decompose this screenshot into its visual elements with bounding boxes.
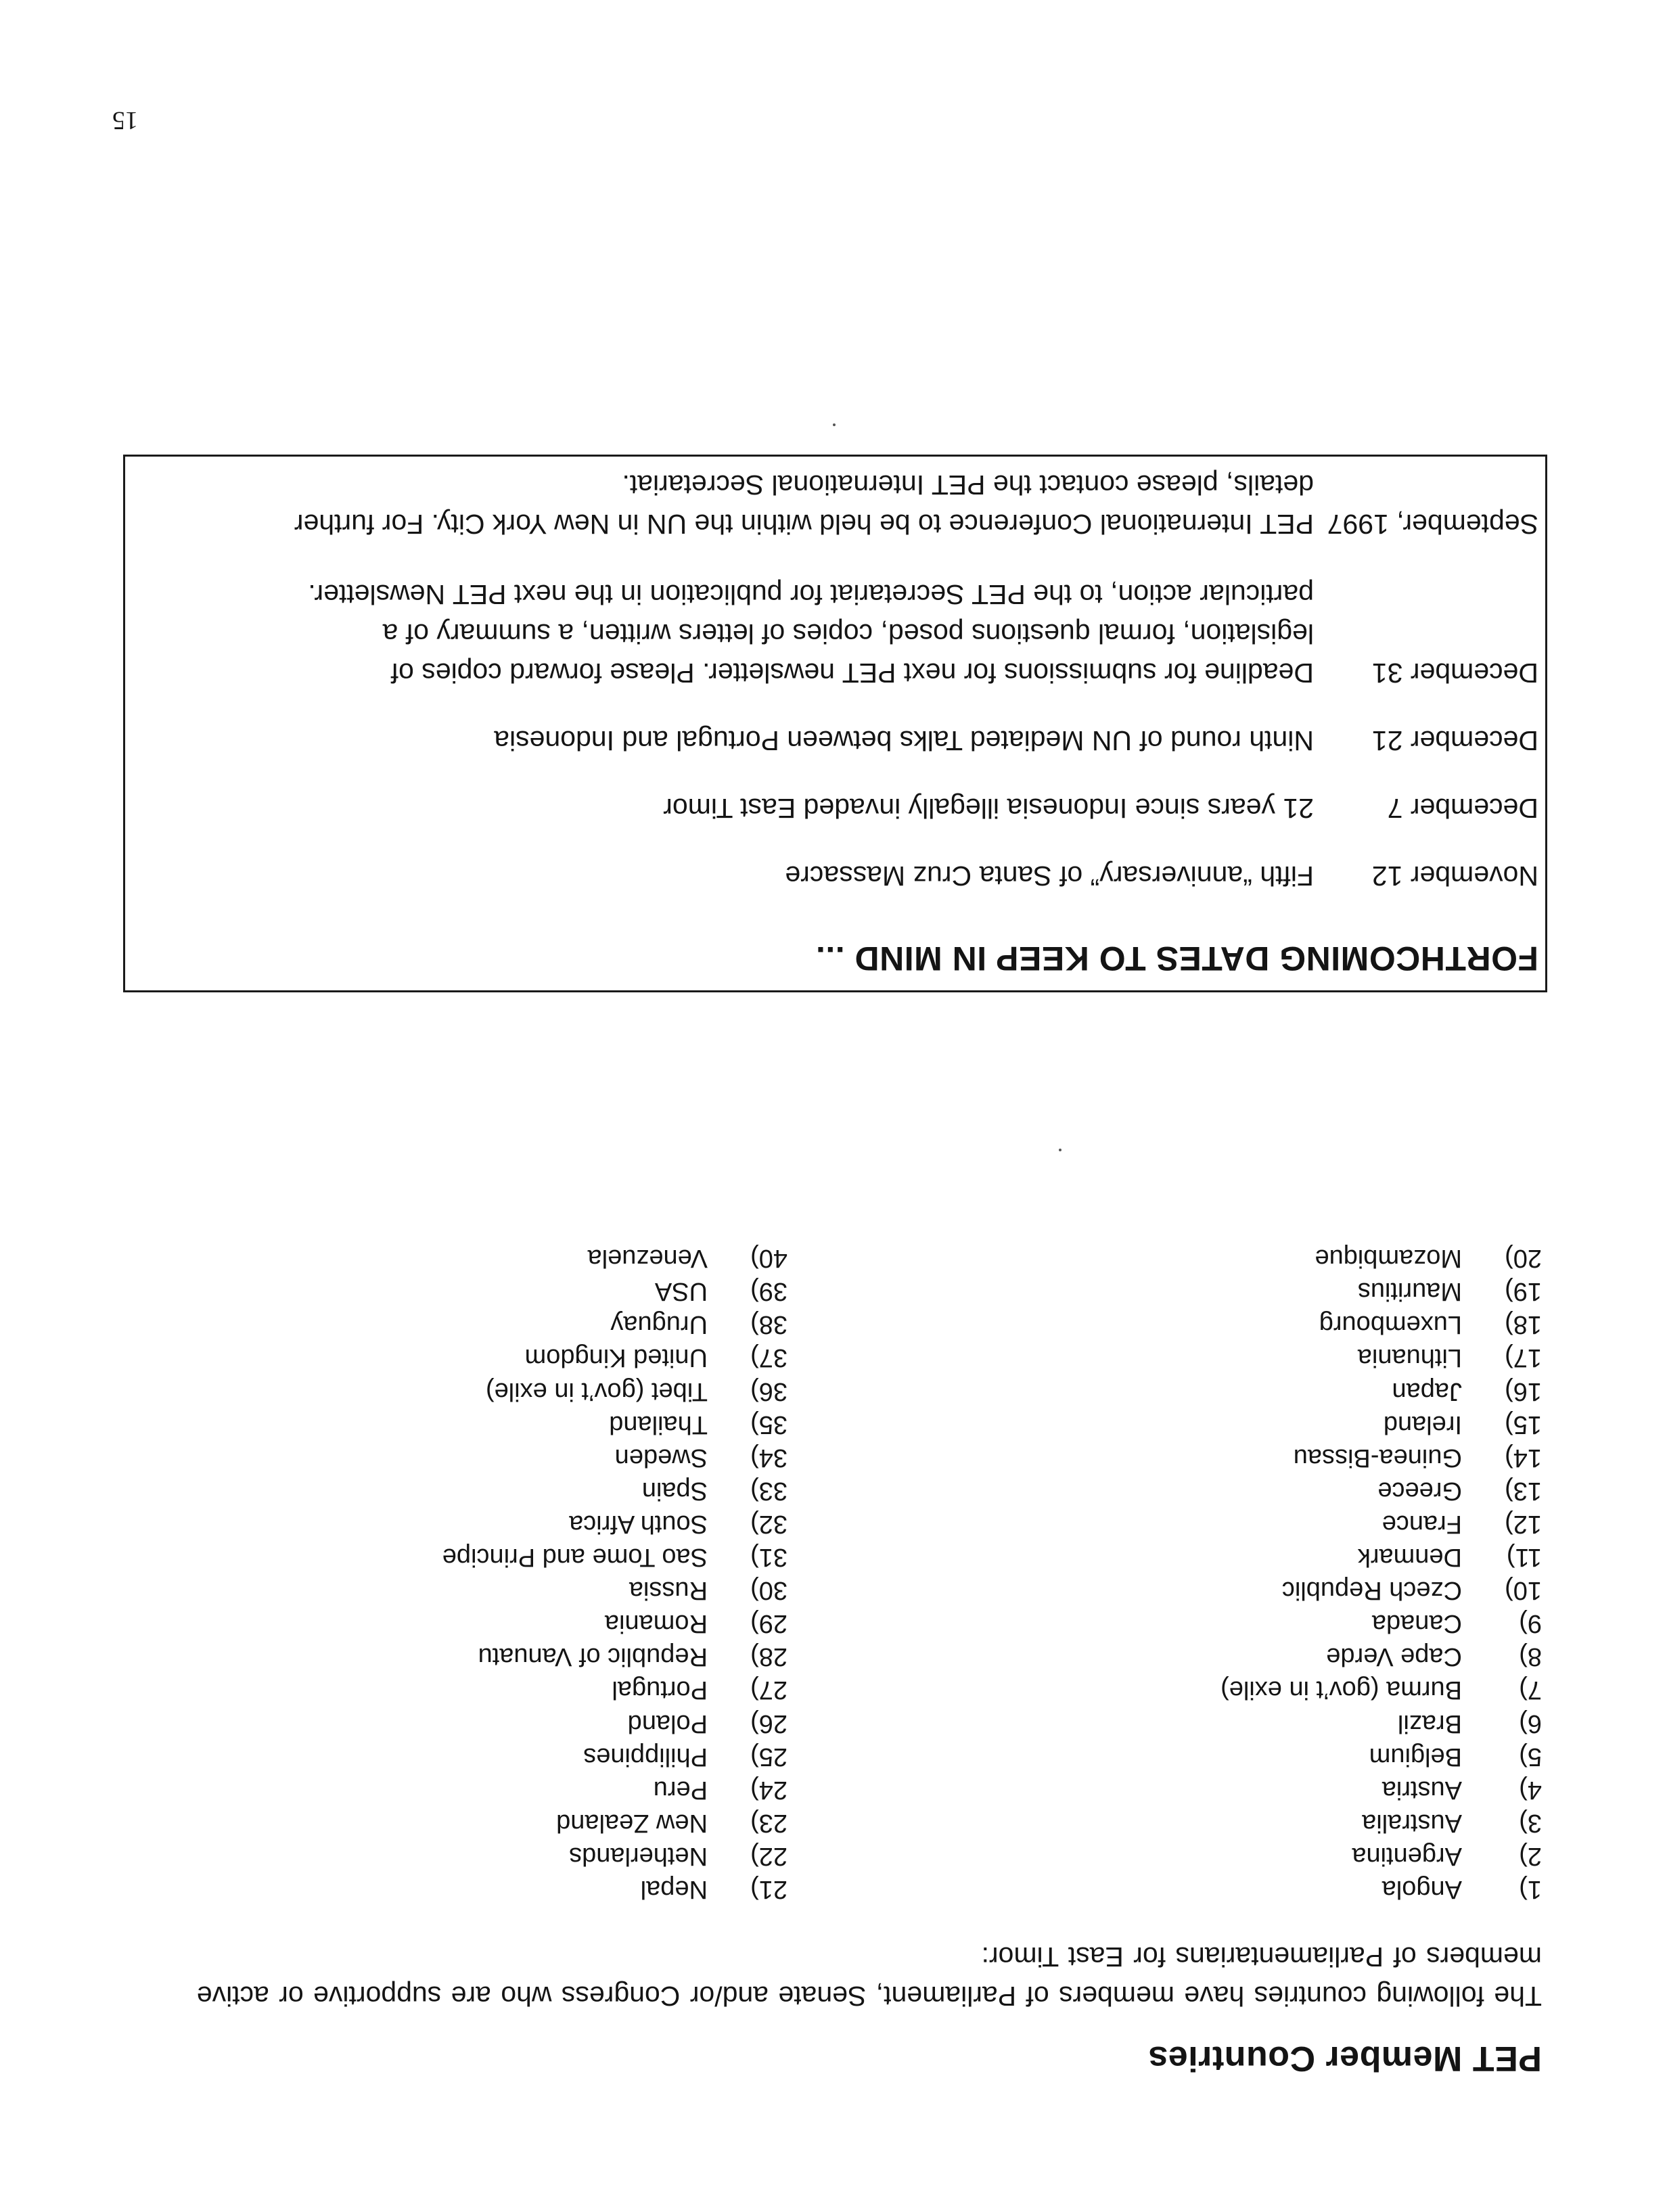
country-row — [442, 1507, 787, 1540]
country-number: 6) — [1519, 1709, 1542, 1738]
country-number: 28) — [750, 1642, 787, 1672]
country-number: 33) — [750, 1476, 787, 1505]
country-name: Argentina — [1352, 1841, 1462, 1870]
country-row — [1220, 1839, 1542, 1872]
scan-speck — [1059, 1149, 1061, 1151]
country-number: 20) — [1505, 1244, 1542, 1273]
country-number: 40) — [750, 1244, 787, 1273]
country-number: 15) — [1505, 1410, 1542, 1439]
country-number: 37) — [750, 1343, 787, 1373]
scan-speck — [833, 423, 836, 426]
country-name: Belgium — [1369, 1742, 1462, 1771]
country-name: Austria — [1381, 1775, 1462, 1804]
country-number: 10) — [1505, 1576, 1542, 1605]
country-name: Russia — [629, 1576, 708, 1605]
country-row — [442, 1640, 787, 1673]
country-list-column-2 — [442, 1241, 787, 1906]
country-number: 31) — [750, 1543, 787, 1572]
country-name: Czech Republic — [1281, 1576, 1462, 1605]
country-name: Netherlands — [569, 1841, 708, 1870]
event-row — [286, 465, 1538, 544]
country-number: 23) — [750, 1808, 787, 1837]
country-number: 2) — [1519, 1841, 1542, 1870]
country-number: 8) — [1519, 1642, 1542, 1672]
country-row — [442, 1673, 787, 1706]
event-row — [286, 721, 1538, 760]
event-date: December 31 — [1371, 658, 1538, 689]
country-row — [1220, 1474, 1542, 1507]
country-row — [442, 1408, 787, 1441]
country-name: France — [1381, 1509, 1462, 1538]
country-number: 5) — [1519, 1742, 1542, 1771]
country-row — [1220, 1673, 1542, 1706]
event-description: Deadline for submissions for next PET newsletter. Please forward copies of legislation, formal questions posed, copies of letters written, a summary of a particular action, to the PET Secretariat for publication in the next PET Newsletter. — [308, 579, 1314, 689]
country-number: 3) — [1519, 1808, 1542, 1837]
country-name: Denmark — [1357, 1543, 1462, 1572]
country-number: 39) — [750, 1277, 787, 1306]
country-number: 14) — [1505, 1443, 1542, 1472]
country-row — [442, 1872, 787, 1906]
country-name: Lithuania — [1357, 1343, 1462, 1373]
event-date: December 21 — [1371, 725, 1538, 756]
country-row — [1220, 1573, 1542, 1607]
country-row — [442, 1441, 787, 1474]
country-row — [1220, 1706, 1542, 1739]
country-name: Mauritius — [1357, 1277, 1462, 1306]
member-countries-intro: The following countries have members of Parliament, Senate and/or Congress who are supportive or active members of Parliamentarians for East Timor: — [196, 1941, 1542, 2012]
country-number: 11) — [1506, 1543, 1542, 1572]
country-row — [442, 1308, 787, 1341]
country-number: 16) — [1505, 1377, 1542, 1406]
forthcoming-dates-box — [123, 455, 1547, 992]
country-number: 36) — [750, 1377, 787, 1406]
event-date: December 7 — [1387, 793, 1538, 824]
country-number: 26) — [750, 1709, 787, 1738]
country-row — [442, 1740, 787, 1773]
country-row — [1220, 1806, 1542, 1839]
country-name: Nepal — [640, 1875, 708, 1904]
country-number: 30) — [750, 1576, 787, 1605]
country-number: 25) — [750, 1742, 787, 1771]
country-name: USA — [654, 1277, 708, 1306]
country-row — [442, 1241, 787, 1274]
country-number: 32) — [750, 1509, 787, 1538]
country-name: South Africa — [569, 1509, 708, 1538]
country-number: 13) — [1505, 1476, 1542, 1505]
country-row — [1220, 1274, 1542, 1308]
country-row — [1220, 1640, 1542, 1673]
country-number: 27) — [750, 1676, 787, 1705]
country-name: Philippines — [583, 1742, 708, 1771]
country-row — [442, 1540, 787, 1573]
country-name: Burma (gov’t in exile) — [1220, 1676, 1462, 1705]
country-row — [442, 1341, 787, 1374]
country-name: Angola — [1381, 1875, 1462, 1904]
country-row — [1220, 1408, 1542, 1441]
country-row — [442, 1474, 787, 1507]
country-row — [1220, 1507, 1542, 1540]
country-row — [442, 1573, 787, 1607]
country-number: 34) — [750, 1443, 787, 1472]
event-description: 21 years since Indonesia illegally invaded East Timor — [663, 793, 1314, 824]
country-row — [442, 1375, 787, 1408]
country-row — [1220, 1241, 1542, 1274]
country-row — [442, 1773, 787, 1806]
country-row — [1220, 1375, 1542, 1408]
event-description: Ninth round of UN Mediated Talks between Portugal and Indonesia — [494, 725, 1314, 756]
country-name: Mozambique — [1315, 1244, 1462, 1273]
country-row — [442, 1607, 787, 1640]
country-row — [1220, 1540, 1542, 1573]
country-row — [1220, 1607, 1542, 1640]
country-number: 24) — [750, 1775, 787, 1804]
country-name: Tibet (gov’t in exile) — [485, 1377, 708, 1406]
country-row — [442, 1274, 787, 1308]
country-row — [1220, 1341, 1542, 1374]
page-number: 15 — [112, 106, 138, 135]
country-name: Romania — [604, 1609, 708, 1638]
country-name: Luxembourg — [1319, 1310, 1462, 1339]
country-name: Portugal — [612, 1676, 708, 1705]
event-row — [286, 575, 1538, 693]
member-countries-title: PET Member Countries — [1147, 2039, 1542, 2078]
country-name: United Kingdom — [524, 1343, 708, 1373]
event-date: November 12 — [1371, 860, 1538, 892]
country-row — [1220, 1308, 1542, 1341]
event-description: Fifth “anniversary” of Santa Cruz Massacre — [785, 860, 1314, 892]
country-number: 22) — [750, 1841, 787, 1870]
country-name: Venezuela — [587, 1244, 708, 1273]
country-name: Sweden — [614, 1443, 708, 1472]
country-name: Guinea-Bissau — [1293, 1443, 1462, 1472]
country-number: 9) — [1519, 1609, 1542, 1638]
country-name: Thailand — [609, 1410, 708, 1439]
country-name: Brazil — [1397, 1709, 1462, 1738]
event-date: September, 1997 — [1327, 509, 1538, 540]
country-number: 7) — [1519, 1676, 1542, 1705]
country-name: Poland — [627, 1709, 708, 1738]
country-number: 19) — [1505, 1277, 1542, 1306]
country-name: Canada — [1371, 1609, 1462, 1638]
country-number: 4) — [1519, 1775, 1542, 1804]
country-row — [442, 1706, 787, 1739]
country-name: Republic of Vanuatu — [478, 1642, 708, 1672]
country-name: Peru — [653, 1775, 708, 1804]
country-number: 38) — [750, 1310, 787, 1339]
country-number: 17) — [1505, 1343, 1542, 1373]
country-row — [442, 1839, 787, 1872]
country-name: Japan — [1392, 1377, 1462, 1406]
forthcoming-dates-title: FORTHCOMING DATES TO KEEP IN MIND ... — [815, 940, 1538, 977]
country-number: 21) — [750, 1875, 787, 1904]
country-row — [1220, 1773, 1542, 1806]
country-number: 18) — [1505, 1310, 1542, 1339]
country-name: Greece — [1377, 1476, 1462, 1505]
country-name: Uruguay — [610, 1310, 708, 1339]
country-name: Spain — [641, 1476, 708, 1505]
country-name: New Zealand — [556, 1808, 708, 1837]
country-row — [1220, 1740, 1542, 1773]
country-number: 35) — [750, 1410, 787, 1439]
country-name: Sao Tome and Principe — [442, 1543, 708, 1572]
country-list-column-1 — [1220, 1241, 1542, 1906]
country-row — [1220, 1872, 1542, 1906]
event-row — [286, 789, 1538, 828]
country-row — [442, 1806, 787, 1839]
country-number: 1) — [1519, 1875, 1542, 1904]
country-number: 29) — [750, 1609, 787, 1638]
event-row — [286, 856, 1538, 896]
country-name: Australia — [1362, 1808, 1462, 1837]
country-name: Cape Verde — [1326, 1642, 1462, 1672]
event-description: PET International Conference to be held within the UN in New York City. For further details, please contact the PET International Secretariat. — [294, 469, 1314, 540]
country-number: 12) — [1505, 1509, 1542, 1538]
country-name: Ireland — [1383, 1410, 1462, 1439]
country-row — [1220, 1441, 1542, 1474]
